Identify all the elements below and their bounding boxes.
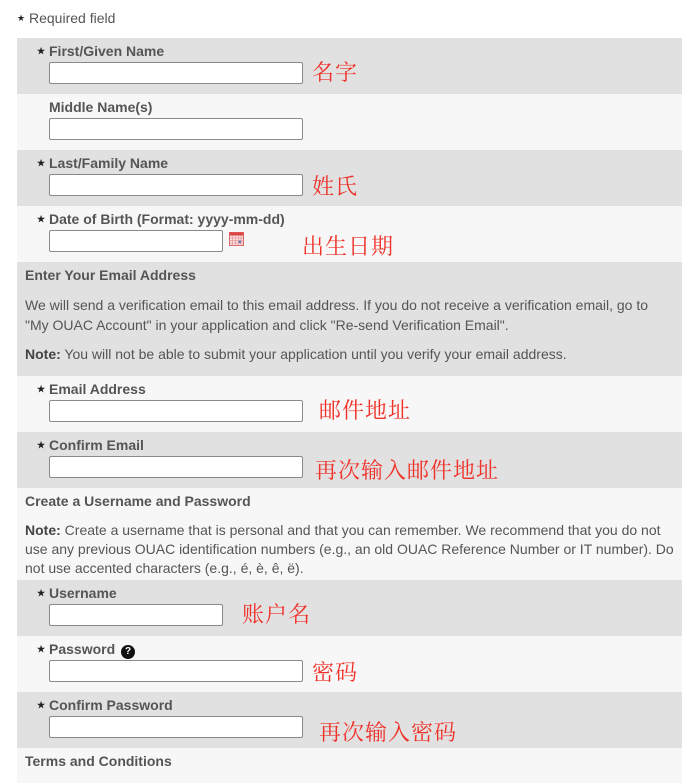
email-section-note: Note: You will not be able to submit your application until you verify your email address. [25, 346, 567, 362]
middle-name-input[interactable] [49, 118, 303, 140]
username-annotation: 账户名 [242, 603, 312, 628]
required-star-icon: ★ [17, 13, 26, 23]
email-input[interactable] [49, 400, 303, 422]
required-star-icon: ★ [37, 440, 46, 450]
dob-input[interactable] [49, 230, 223, 252]
password-input[interactable] [49, 660, 303, 682]
required-star-icon: ★ [37, 214, 46, 224]
terms-section [17, 748, 682, 783]
account-section-title: Create a Username and Password [25, 493, 251, 509]
first-name-annotation: 名字 [312, 61, 359, 86]
calendar-icon[interactable] [229, 232, 244, 246]
username-label: ★ Username [37, 585, 117, 601]
middle-name-row [17, 94, 682, 150]
required-star-icon: ★ [37, 588, 46, 598]
email-section [17, 262, 682, 376]
last-name-input[interactable] [49, 174, 303, 196]
confirm-password-input[interactable] [49, 716, 303, 738]
email-row [17, 376, 682, 432]
middle-name-label: Middle Name(s) [49, 99, 153, 115]
last-name-label: ★ Last/Family Name [37, 155, 169, 171]
confirm-password-annotation: 再次输入密码 [319, 721, 458, 746]
first-name-row [17, 38, 682, 94]
help-icon[interactable]: ? [121, 645, 135, 659]
account-section [17, 488, 682, 580]
required-star-icon: ★ [37, 644, 46, 654]
confirm-password-row [17, 692, 682, 748]
dob-label: ★ Date of Birth (Format: yyyy-mm-dd) [37, 211, 285, 227]
required-star-icon: ★ [37, 46, 46, 56]
email-section-title: Enter Your Email Address [25, 267, 196, 283]
dob-row [17, 206, 682, 262]
username-row [17, 580, 682, 636]
confirm-email-label: ★ Confirm Email [37, 437, 144, 453]
confirm-email-input[interactable] [49, 456, 303, 478]
username-input[interactable] [49, 604, 223, 626]
password-annotation: 密码 [312, 661, 359, 686]
last-name-row [17, 150, 682, 206]
required-star-icon: ★ [37, 700, 46, 710]
email-section-description: We will send a verification email to this email address. If you do not receive a verification email, go to "My OUAC Account" in your application and click "Re-send Verification Email". [25, 297, 649, 333]
password-row [17, 636, 682, 692]
password-label: ★ Password ? [37, 641, 135, 659]
confirm-email-row [17, 432, 682, 488]
first-name-label: ★ First/Given Name [37, 43, 165, 59]
required-star-icon: ★ [37, 158, 46, 168]
email-annotation: 邮件地址 [319, 399, 412, 424]
first-name-input[interactable] [49, 62, 303, 84]
required-star-icon: ★ [37, 384, 46, 394]
confirm-email-annotation: 再次输入邮件地址 [315, 459, 500, 484]
confirm-password-label: ★ Confirm Password [37, 697, 173, 713]
dob-annotation: 出生日期 [302, 235, 395, 260]
required-field-note: ★ Required field [17, 10, 116, 26]
terms-section-title: Terms and Conditions [25, 753, 172, 769]
email-label: ★ Email Address [37, 381, 146, 397]
last-name-annotation: 姓氏 [312, 175, 359, 200]
account-section-note: Note: Create a username that is personal and that you can remember. We recommend that you do not use any previous OUAC identification numbers (e.g., an old OUAC Reference Number or IT number). Do not use accented characters (e.g., é, è, ê, ë). [25, 522, 674, 576]
